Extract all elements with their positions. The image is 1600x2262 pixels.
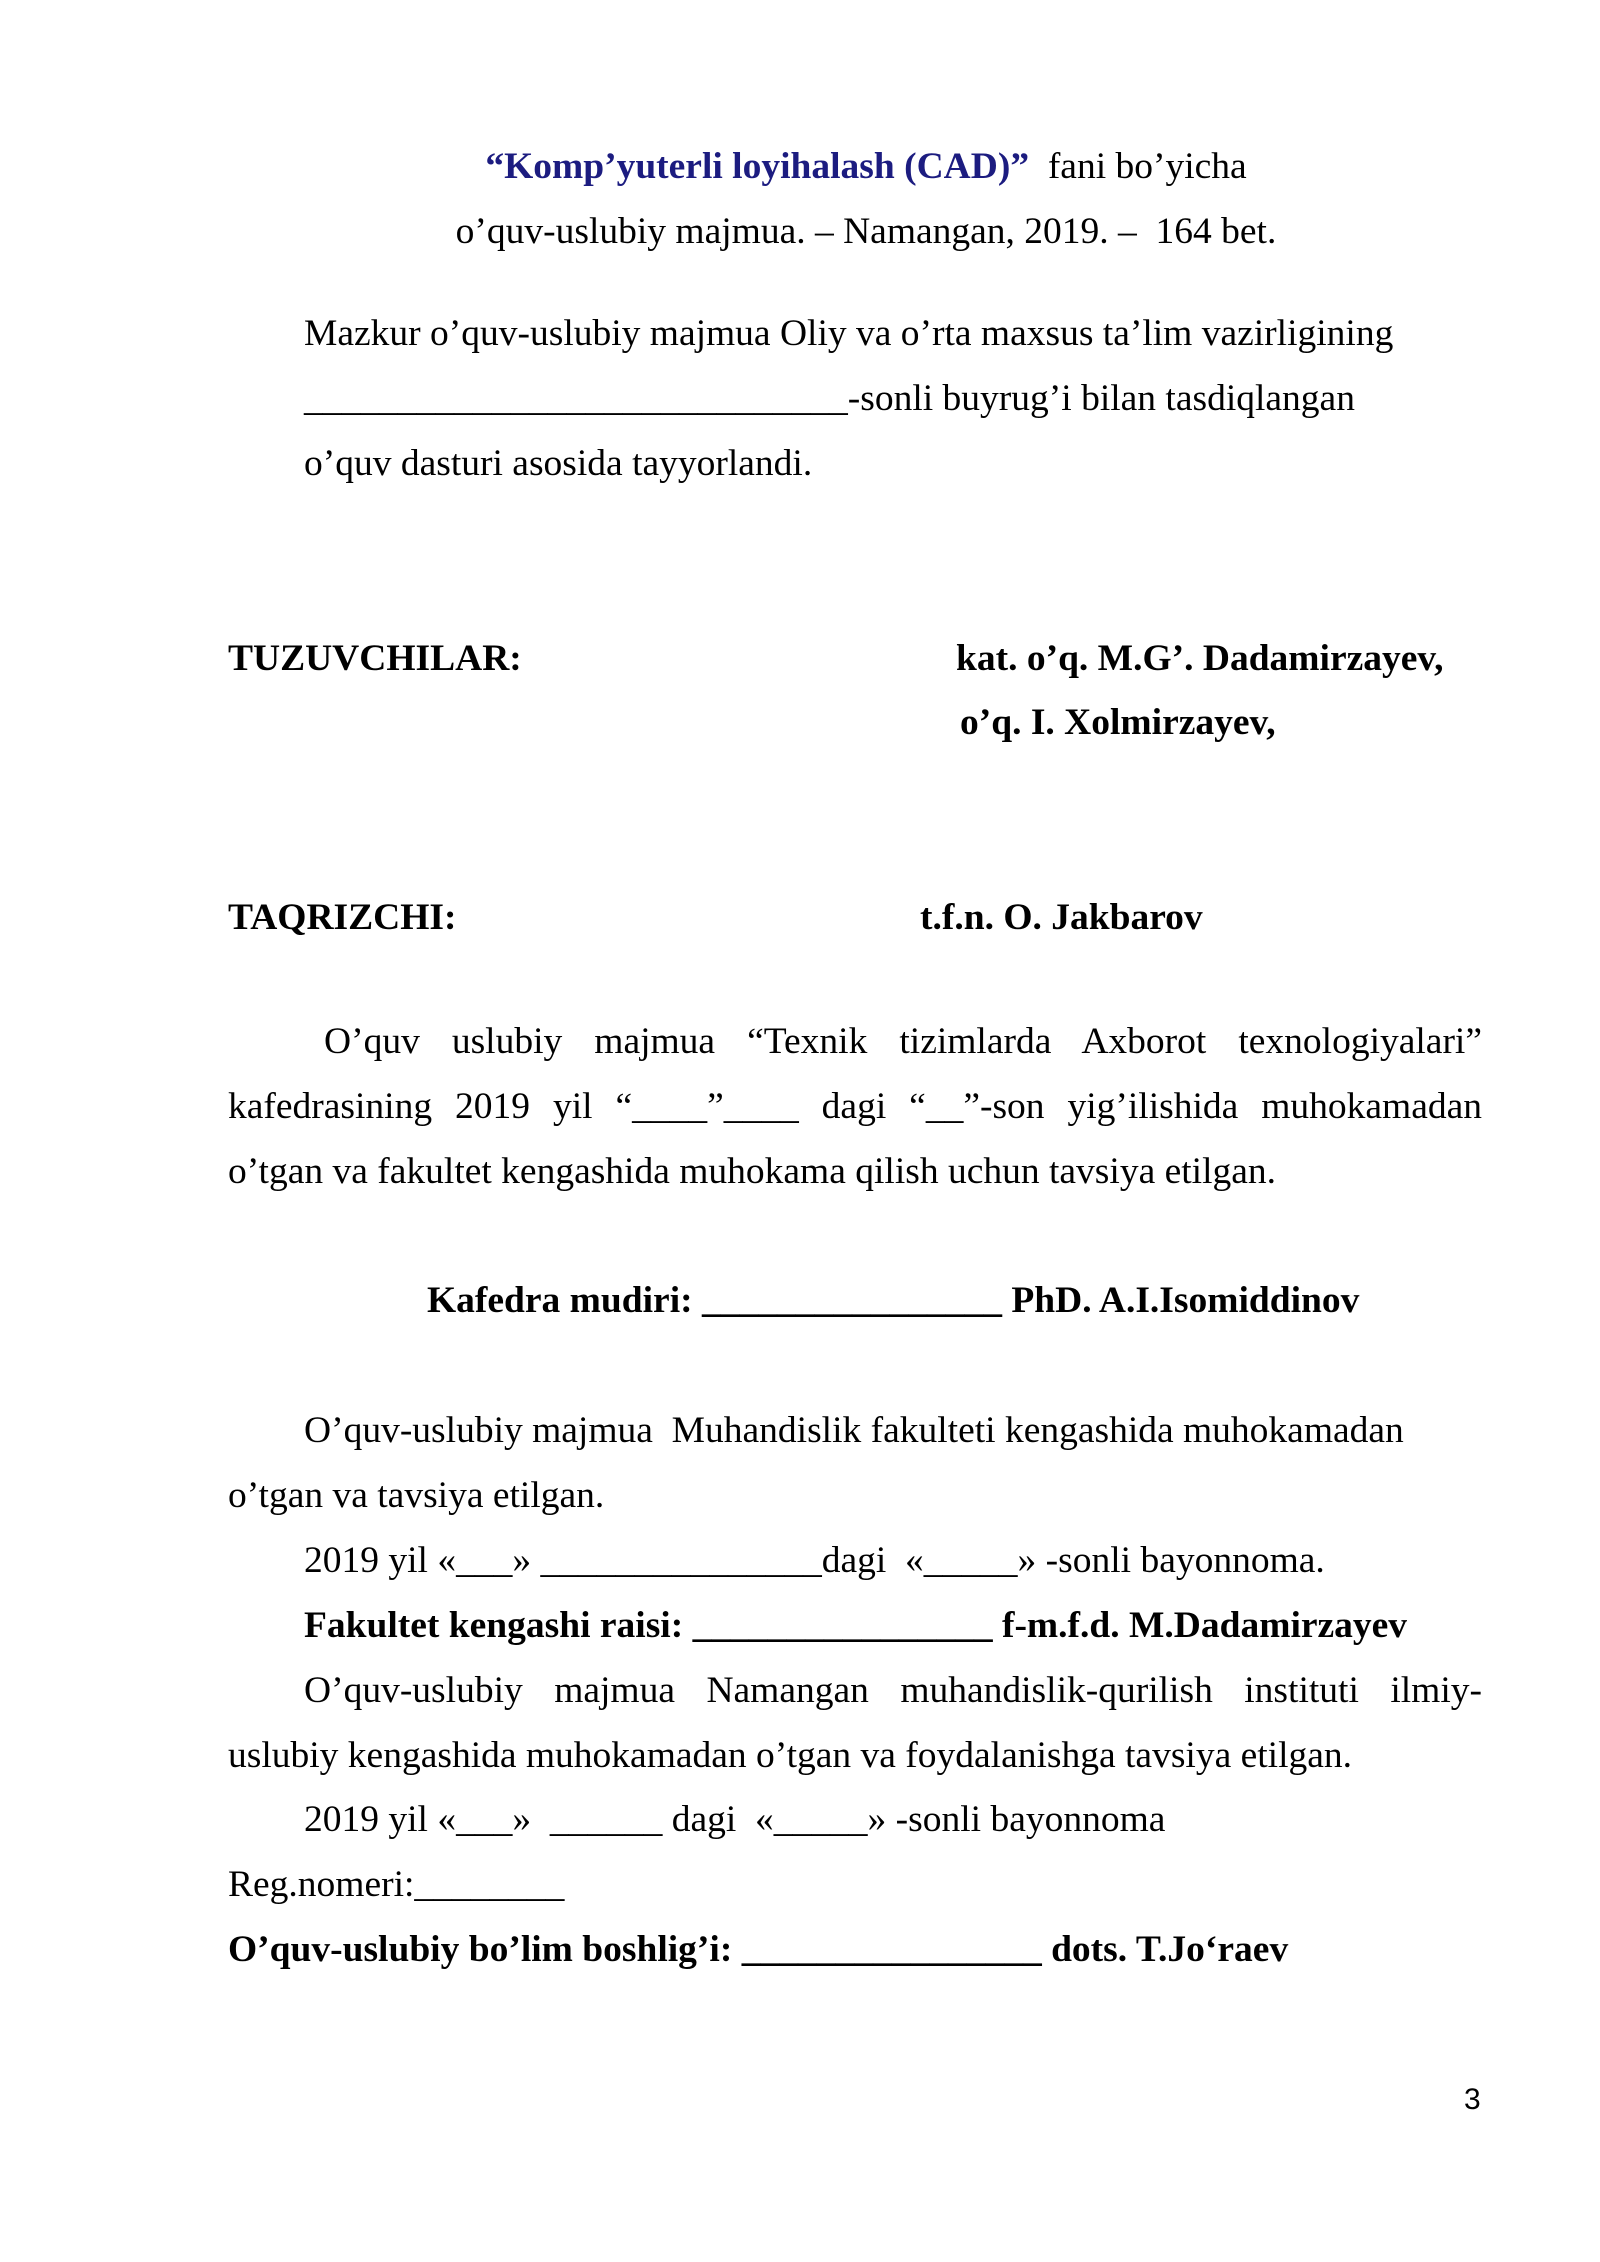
department-head-line <box>427 1279 1359 1323</box>
faculty-chair-line <box>304 1604 1407 1648</box>
faculty-chair-label: Fakultet kengashi raisi: <box>304 1605 684 1646</box>
registration-number: Reg.nomeri:________ <box>228 1864 565 1905</box>
signature-blank: ________________ <box>692 1605 993 1646</box>
methodology-head-label: O’quv-uslubiy bo’lim boshlig’i: <box>228 1929 733 1970</box>
institute-line-1: O’quv-uslubiy majmua Namangan muhandislik-qurilish instituti ilmiy- <box>304 1670 1482 1711</box>
signature-blank: ________________ <box>741 1929 1042 1970</box>
faculty-line-2: o’tgan va tavsiya etilgan. <box>228 1475 605 1516</box>
signature-blank: ________________ <box>701 1280 1002 1321</box>
approval-line-2: _____________________________-sonli buyrug’i bilan tasdiqlangan <box>304 378 1355 419</box>
department-head-name: PhD. A.I.Isomiddinov <box>1011 1280 1360 1321</box>
methodology-head-name: dots. T.Jo‘raev <box>1051 1929 1289 1970</box>
department-head-label: Kafedra mudiri: <box>427 1280 693 1321</box>
approval-line-1: Mazkur o’quv-uslubiy majmua Oliy va o’rta maxsus ta’lim vazirligining <box>304 313 1394 354</box>
institute-protocol: 2019 yil «___» ______ dagi «_____» -sonli bayonnoma <box>304 1799 1166 1840</box>
compiler-name-1: kat. o’q. M.G’. Dadamirzayev, <box>956 638 1444 679</box>
department-line-2: kafedrasining 2019 yil “____”____ dagi “__”-son yig’ilishida muhokamadan <box>228 1086 1482 1127</box>
compilers-label: TUZUVCHILAR: <box>228 638 522 679</box>
reviewer-name: t.f.n. O. Jakbarov <box>920 897 1203 938</box>
subtitle: o’quv-uslubiy majmua. – Namangan, 2019. – 164 bet. <box>455 211 1277 252</box>
course-title: “Komp’yuterli loyihalash (CAD)” <box>485 146 1030 187</box>
department-line-1: O’quv uslubiy majmua “Texnik tizimlarda Axborot texnologiyalari” <box>324 1021 1482 1062</box>
faculty-protocol: 2019 yil «___» _______________dagi «_____» -sonli bayonnoma. <box>304 1540 1325 1581</box>
methodology-head-line <box>228 1928 1288 1972</box>
page-number: 3 <box>1464 2083 1481 2116</box>
compiler-name-2: o’q. I. Xolmirzayev, <box>960 702 1276 743</box>
institute-line-2: uslubiy kengashida muhokamadan o’tgan va foydalanishga tavsiya etilgan. <box>228 1735 1353 1776</box>
approval-line-3: o’quv dasturi asosida tayyorlandi. <box>304 443 813 484</box>
faculty-line-1: O’quv-uslubiy majmua Muhandislik fakulteti kengashida muhokamadan <box>304 1410 1404 1451</box>
title-line <box>248 145 1484 189</box>
course-title-suffix: fani bo’yicha <box>1047 146 1247 187</box>
faculty-chair-name: f-m.f.d. M.Dadamirzayev <box>1001 1605 1408 1646</box>
department-line-3: o’tgan va fakultet kengashida muhokama qilish uchun tavsiya etilgan. <box>228 1151 1277 1192</box>
reviewer-label: TAQRIZCHI: <box>228 897 457 938</box>
